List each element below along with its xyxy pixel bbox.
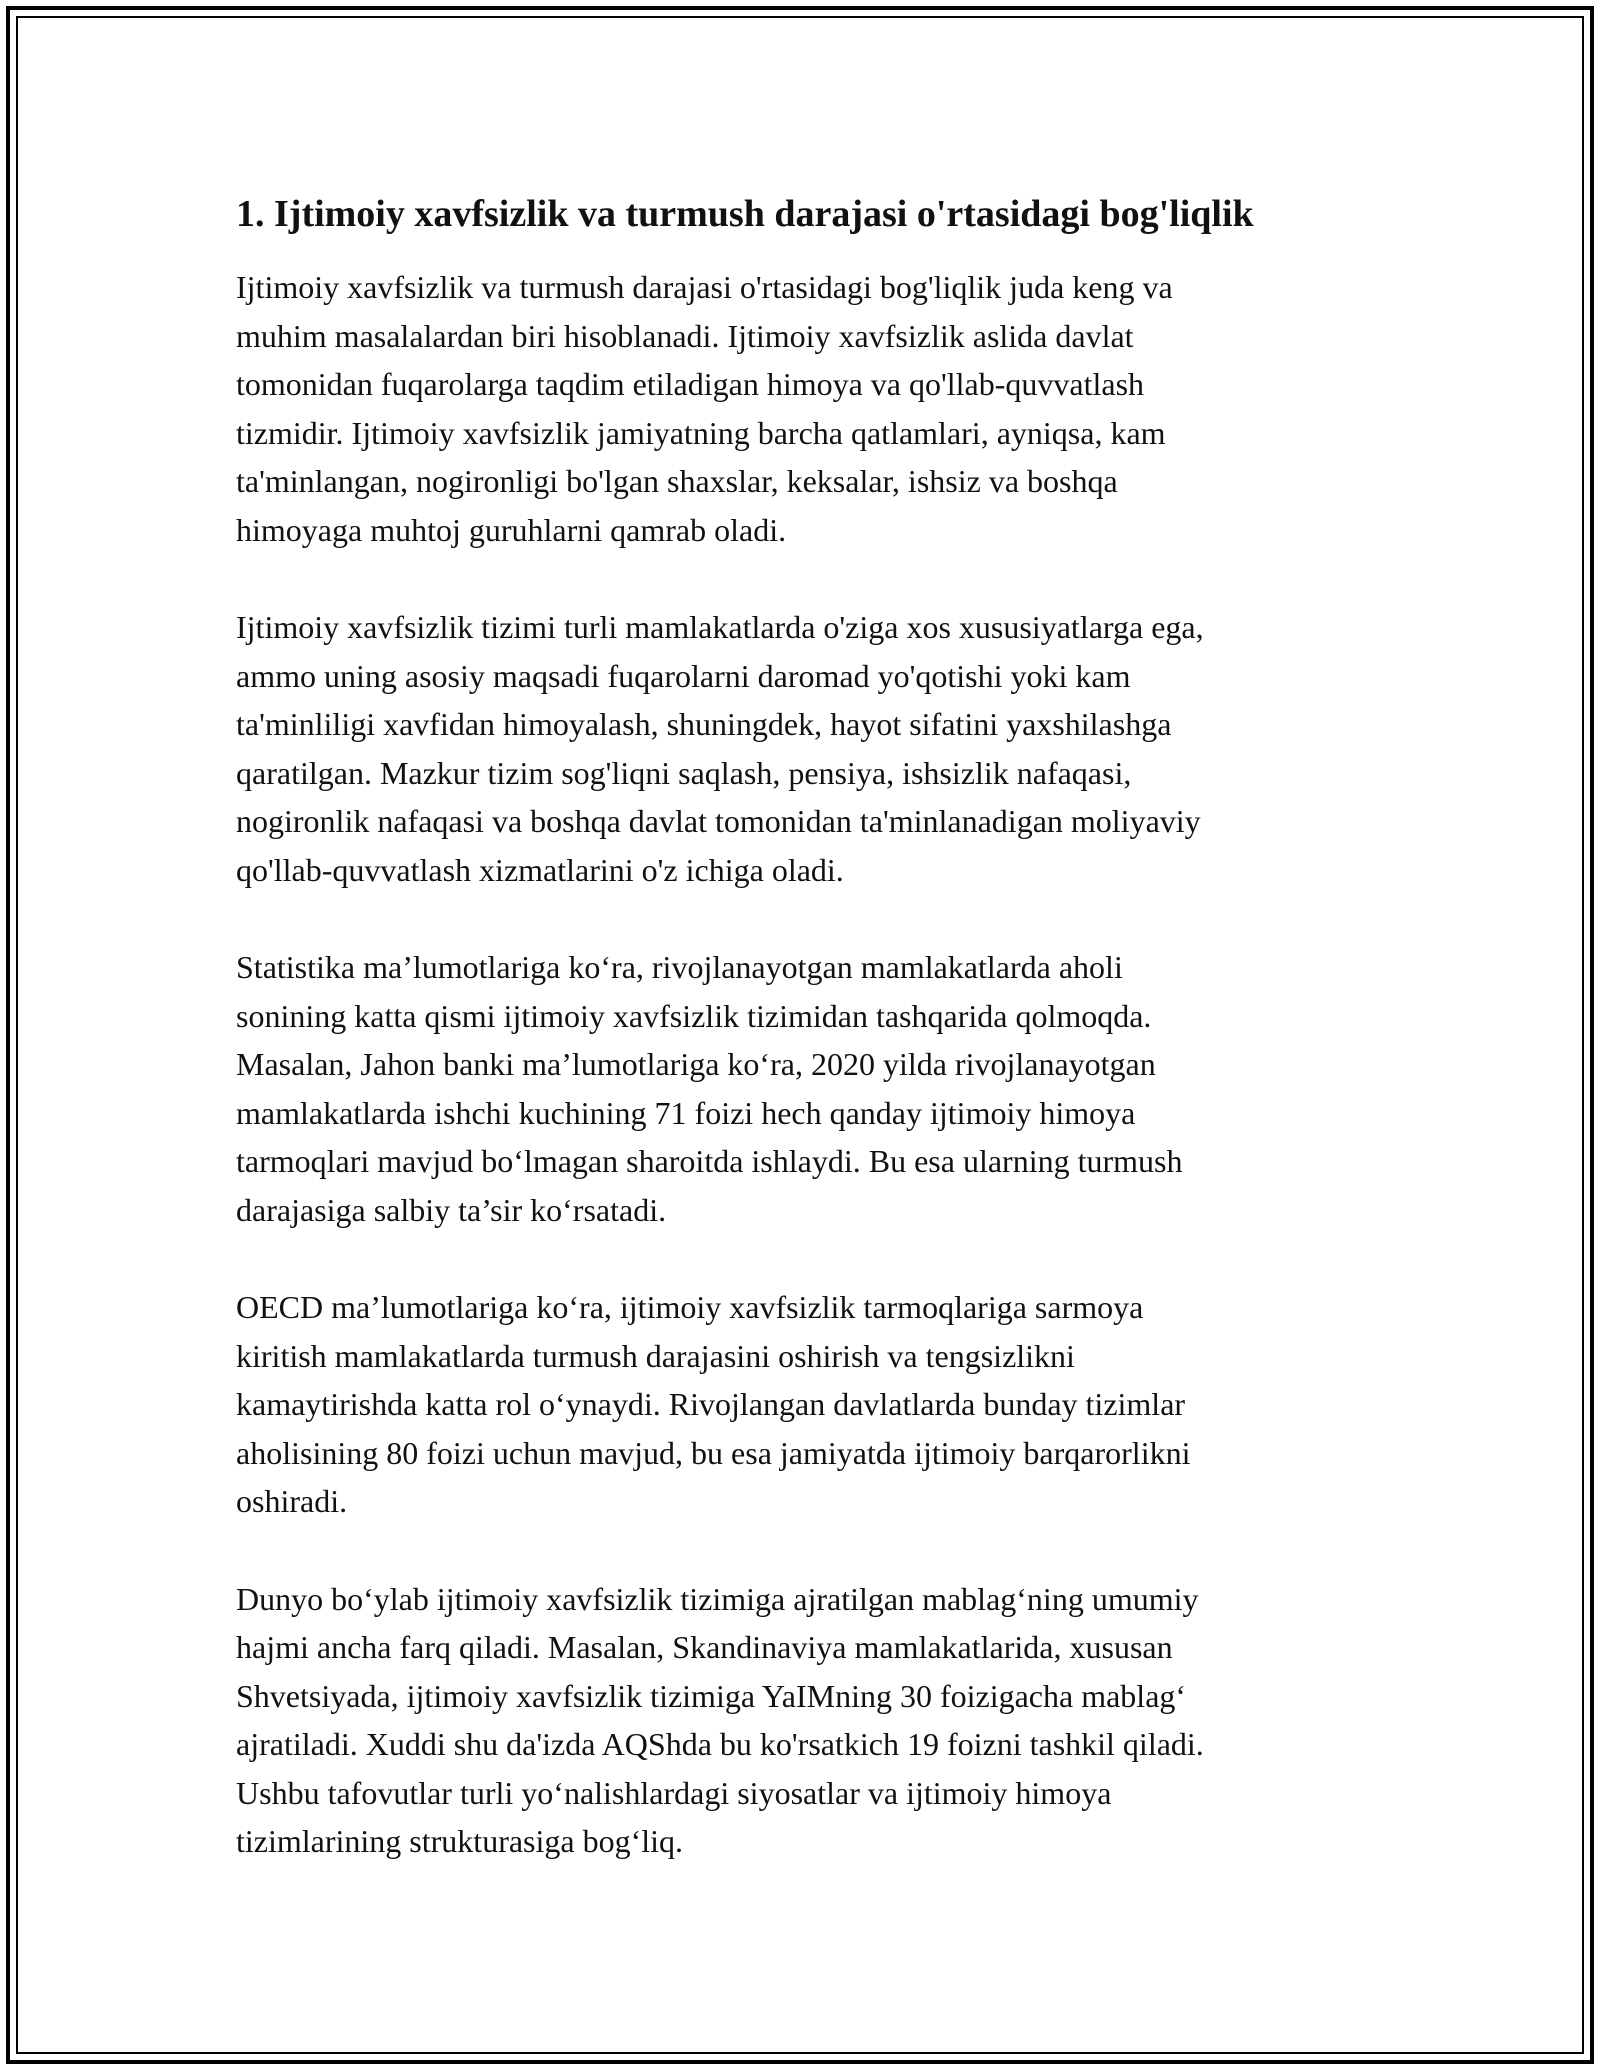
- paragraph-4: [236, 1283, 1376, 1526]
- paragraph-line: muhim masalalardan biri hisoblanadi. Ijtimoiy xavfsizlik aslida davlat: [236, 317, 1134, 354]
- paragraph-line: ajratiladi. Xuddi shu da'izda AQShda bu ko'rsatkich 19 foizni tashkil qiladi.: [236, 1726, 1204, 1762]
- paragraph-line: Ijtimoiy xavfsizlik tizimi turli mamlakatlarda o'ziga xos xususiyatlarga ega,: [236, 609, 1204, 645]
- paragraph-line: tomonidan fuqarolarga taqdim etiladigan himoya va qo'llab-quvvatlash: [236, 366, 1145, 402]
- paragraph-line: Masalan, Jahon banki ma’lumotlariga ko‘ra, 2020 yilda rivojlanayotgan: [236, 1046, 1156, 1082]
- paragraph-line: ta'minliligi xavfidan himoyalash, shuningdek, hayot sifatini yaxshilashga: [236, 706, 1172, 742]
- section-heading: 1. Ijtimoiy xavfsizlik va turmush darajasi o'rtasidagi bog'liqlik: [236, 193, 1254, 235]
- paragraph-line: Ijtimoiy xavfsizlik va turmush darajasi o'rtasidagi bog'liqlik juda keng va: [236, 269, 1173, 305]
- document-body: [236, 190, 1376, 1866]
- paragraph-line: kiritish mamlakatlarda turmush darajasini oshirish va tengsizlikni: [236, 1337, 1075, 1374]
- paragraph-line: Dunyo bo‘ylab ijtimoiy xavfsizlik tizimiga ajratilgan mablag‘ning umumiy: [236, 1580, 1199, 1617]
- paragraph-line: Ushbu tafovutlar turli yo‘nalishlardagi siyosatlar va ijtimoiy himoya: [236, 1774, 1112, 1811]
- paragraph-1: [236, 263, 1376, 554]
- paragraph-line: oshiradi.: [236, 1483, 348, 1519]
- paragraph-line: tarmoqlari mavjud bo‘lmagan sharoitda ishlaydi. Bu esa ularning turmush: [236, 1143, 1183, 1179]
- paragraph-line: mamlakatlarda ishchi kuchining 71 foizi hech qanday ijtimoiy himoya: [236, 1094, 1136, 1131]
- paragraph-line: tizimlarining strukturasiga bog‘liq.: [236, 1823, 684, 1859]
- paragraph-line: nogironlik nafaqasi va boshqa davlat tomonidan ta'minlanadigan moliyaviy: [236, 803, 1201, 839]
- paragraph-line: tizmidir. Ijtimoiy xavfsizlik jamiyatning barcha qatlamlari, ayniqsa, kam: [236, 414, 1166, 451]
- paragraph-5: [236, 1575, 1376, 1866]
- paragraph-line: sonining katta qismi ijtimoiy xavfsizlik tizimidan tashqarida qolmoqda.: [236, 997, 1152, 1034]
- paragraph-line: kamaytirishda katta rol o‘ynaydi. Rivojlangan davlatlarda bunday tizimlar: [236, 1386, 1186, 1422]
- paragraph-3: [236, 943, 1376, 1234]
- paragraph-line: ta'minlangan, nogironligi bo'lgan shaxslar, keksalar, ishsiz va boshqa: [236, 463, 1118, 499]
- paragraph-line: aholisining 80 foizi uchun mavjud, bu esa jamiyatda ijtimoiy barqarorlikni: [236, 1434, 1191, 1471]
- paragraph-line: OECD ma’lumotlariga ko‘ra, ijtimoiy xavfsizlik tarmoqlariga sarmoya: [236, 1289, 1144, 1325]
- paragraph-2: [236, 603, 1376, 894]
- paragraph-line: hajmi ancha farq qiladi. Masalan, Skandinaviya mamlakatlarida, xususan: [236, 1629, 1173, 1665]
- paragraph-line: himoyaga muhtoj guruhlarni qamrab oladi.: [236, 511, 787, 548]
- paragraph-line: qo'llab-quvvatlash xizmatlarini o'z ichiga oladi.: [236, 851, 844, 888]
- paragraph-line: qaratilgan. Mazkur tizim sog'liqni saqlash, pensiya, ishsizlik nafaqasi,: [236, 754, 1132, 791]
- paragraph-line: Shvetsiyada, ijtimoiy xavfsizlik tizimiga YaIMning 30 foizigacha mablag‘: [236, 1677, 1187, 1714]
- paragraph-line: ammo uning asosiy maqsadi fuqarolarni daromad yo'qotishi yoki kam: [236, 657, 1131, 694]
- paragraph-line: darajasiga salbiy ta’sir ko‘rsatadi.: [236, 1191, 667, 1228]
- paragraph-line: Statistika ma’lumotlariga ko‘ra, rivojlanayotgan mamlakatlarda aholi: [236, 949, 1123, 985]
